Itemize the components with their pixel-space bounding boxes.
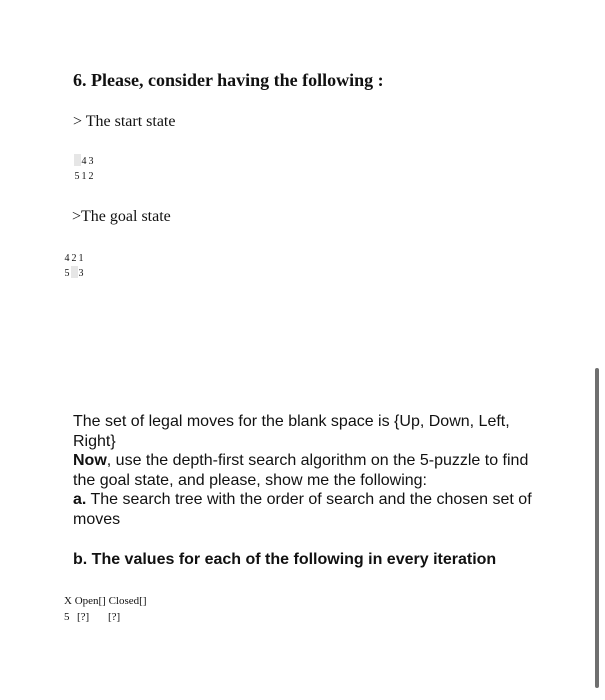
tile: 2 <box>88 171 95 182</box>
open-value: [?] <box>77 611 90 623</box>
closed-value: [?] <box>108 611 121 623</box>
start-state-label: > The start state <box>73 113 176 130</box>
x-value: 5 <box>64 611 70 623</box>
problem-statement <box>73 412 543 529</box>
blank-tile <box>74 154 81 166</box>
tile: 4 <box>64 253 71 264</box>
tile: 2 <box>71 253 78 264</box>
legal-moves-text: The set of legal moves for the blank space is {Up, Down, Left, Right} <box>73 413 510 450</box>
part-a <box>73 490 543 529</box>
tile: 3 <box>88 156 95 167</box>
tile: 5 <box>64 268 71 279</box>
tile: 4 <box>81 156 88 167</box>
part-a-label: a. <box>73 491 87 508</box>
start-state-grid <box>74 154 95 184</box>
part-b-heading: b. The values for each of the following in every iteration <box>73 551 497 568</box>
goal-grid-row-1 <box>64 251 85 266</box>
iteration-table-row <box>64 611 120 623</box>
tile: 1 <box>81 171 88 182</box>
instruction-text: , use the depth-first search algorithm on the 5-puzzle to find the goal state, and please, show me the following: <box>73 452 529 489</box>
tile: 3 <box>78 268 85 279</box>
vertical-scrollbar[interactable] <box>595 368 599 688</box>
tile: 1 <box>78 253 85 264</box>
goal-state-label: >The goal state <box>72 208 171 225</box>
part-a-text: The search tree with the order of search and the chosen set of moves <box>73 491 532 528</box>
iteration-table-header: X Open[] Closed[] <box>64 595 147 607</box>
now-word: Now <box>73 452 107 469</box>
goal-grid-row-2 <box>64 266 85 281</box>
blank-tile <box>71 266 78 278</box>
goal-state-grid <box>64 251 85 281</box>
question-title: 6. Please, consider having the following : <box>73 70 384 90</box>
start-grid-row-1 <box>74 154 95 169</box>
instruction-paragraph <box>73 451 543 490</box>
start-grid-row-2 <box>74 169 95 184</box>
tile: 5 <box>74 171 81 182</box>
